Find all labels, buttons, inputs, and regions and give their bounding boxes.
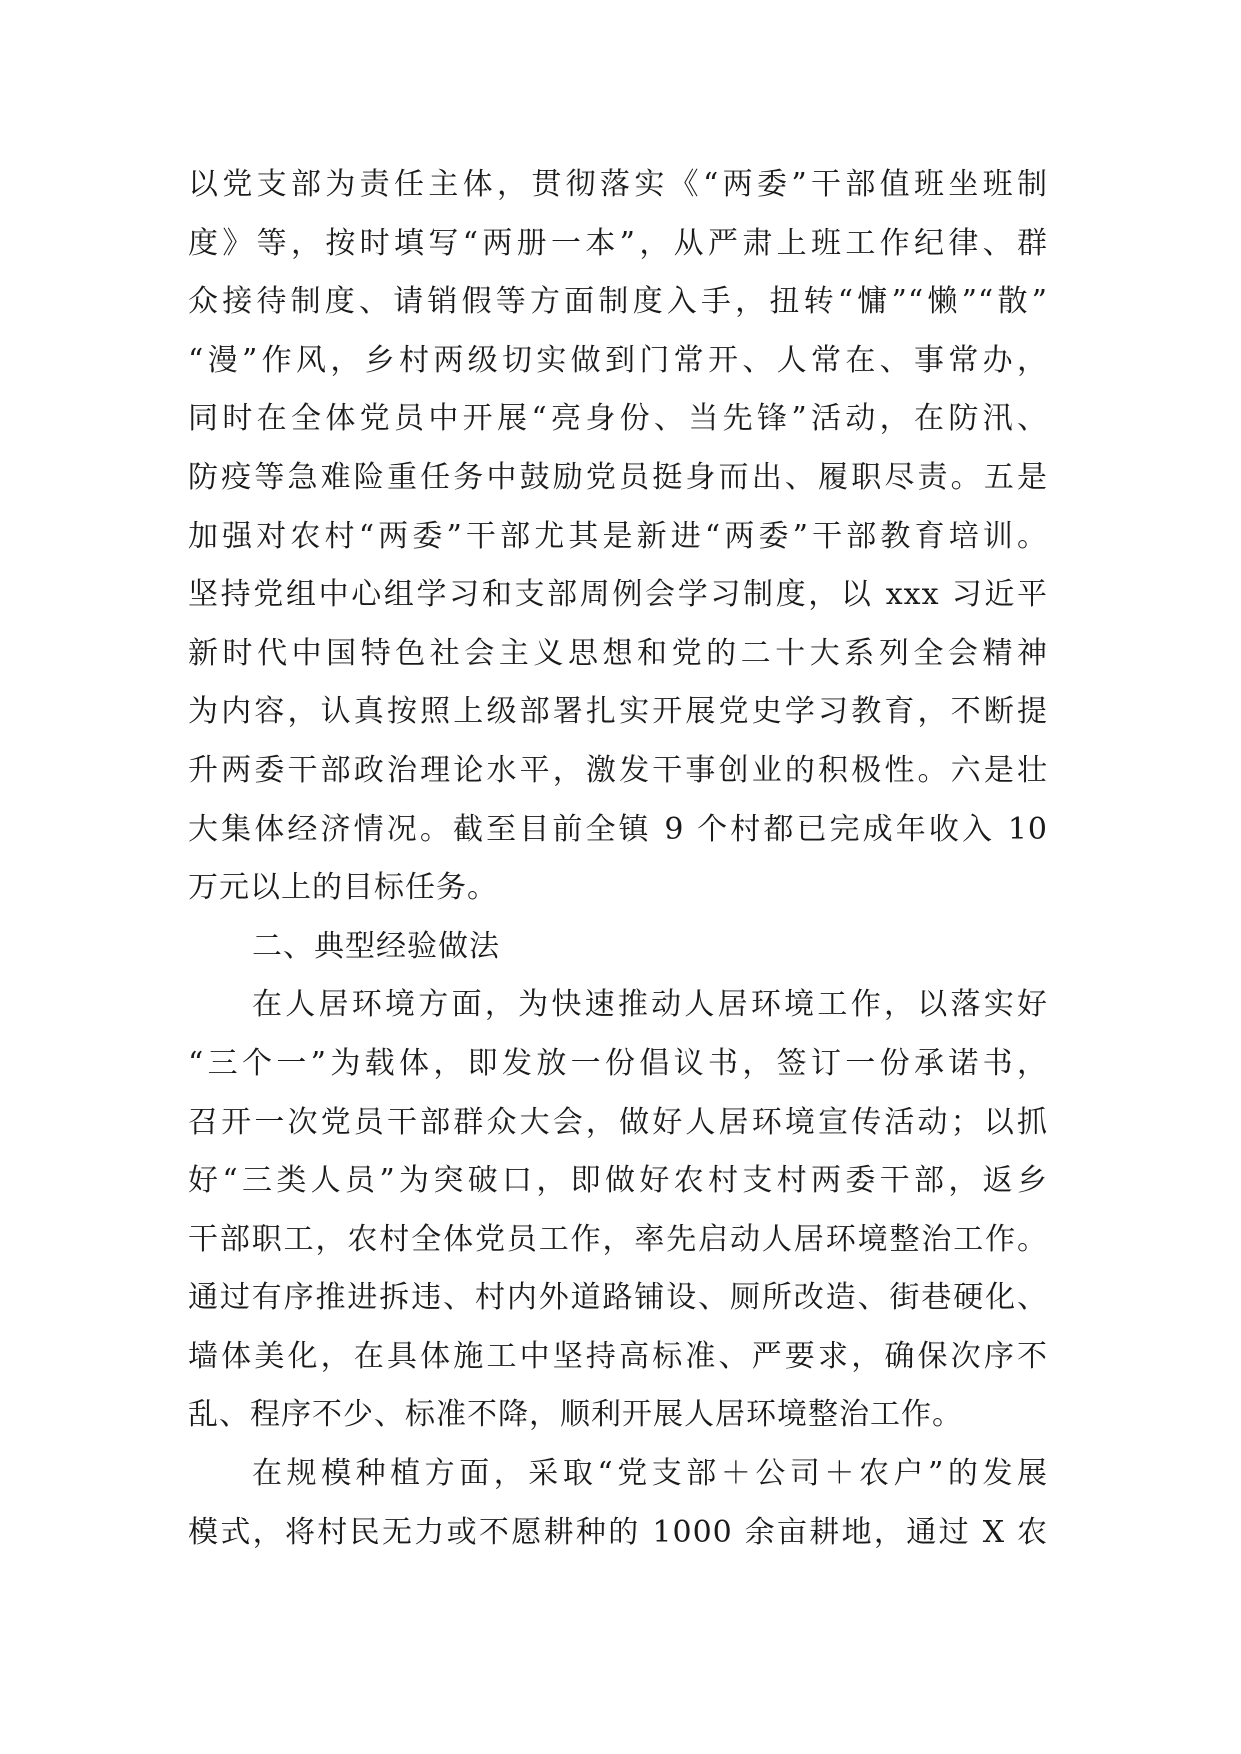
section-heading-text: 二、典型经验做法 — [252, 928, 500, 964]
paragraph-living-environment — [188, 976, 1048, 1445]
document-page — [188, 156, 1048, 1562]
text-line: 众接待制度、请销假等方面制度入手，扭转“慵”“懒”“散” — [188, 284, 1048, 320]
section-heading — [188, 918, 1048, 977]
text-line: 召开一次党员干部群众大会，做好人居环境宣传活动；以抓 — [188, 1104, 1048, 1140]
text-line: 以党支部为责任主体，贯彻落实《“两委”干部值班坐班制 — [188, 167, 1048, 202]
text-line: 防疫等急难险重任务中鼓励党员挺身而出、履职尽责。五是 — [188, 459, 1048, 495]
text-line: 加强对农村“两委”干部尤其是新进“两委”干部教育培训。 — [188, 518, 1048, 554]
text-line: 墙体美化，在具体施工中坚持高标准、严要求，确保次序不 — [188, 1338, 1048, 1374]
text-line: 在规模种植方面，采取“党支部＋公司＋农户”的发展 — [252, 1456, 1048, 1492]
text-line: 升两委干部政治理论水平，激发干事创业的积极性。六是壮 — [188, 752, 1048, 788]
text-line: 同时在全体党员中开展“亮身份、当先锋”活动，在防汛、 — [188, 401, 1048, 437]
text-line: 坚持党组中心组学习和支部周例会学习制度，以 xxx 习近平 — [188, 577, 1048, 613]
text-line: 大集体经济情况。截至目前全镇 9 个村都已完成年收入 10 — [188, 811, 1048, 847]
text-line: 在人居环境方面，为快速推动人居环境工作，以落实好 — [252, 987, 1048, 1023]
paragraph-scale-planting — [188, 1445, 1048, 1562]
paragraph-party-branch-duty — [188, 156, 1048, 918]
text-line: 通过有序推进拆违、村内外道路铺设、厕所改造、街巷硬化、 — [188, 1280, 1048, 1316]
text-line: 好“三类人员”为突破口，即做好农村支村两委干部，返乡 — [188, 1163, 1048, 1199]
text-line: 为内容，认真按照上级部署扎实开展党史学习教育，不断提 — [188, 694, 1048, 730]
text-line: 乱、程序不少、标准不降，顺利开展人居环境整治工作。 — [188, 1397, 963, 1433]
text-line: 干部职工，农村全体党员工作，率先启动人居环境整治工作。 — [188, 1221, 1048, 1257]
text-line: 模式，将村民无力或不愿耕种的 1000 余亩耕地，通过 X 农 — [188, 1514, 1048, 1550]
text-line: 新时代中国特色社会主义思想和党的二十大系列全会精神 — [188, 635, 1048, 671]
text-line: 度》等，按时填写“两册一本”，从严肃上班工作纪律、群 — [188, 225, 1048, 261]
text-line: 万元以上的目标任务。 — [188, 870, 498, 906]
text-line: “三个一”为载体，即发放一份倡议书，签订一份承诺书， — [188, 1045, 1048, 1081]
text-line: “漫”作风，乡村两级切实做到门常开、人常在、事常办， — [188, 342, 1048, 378]
